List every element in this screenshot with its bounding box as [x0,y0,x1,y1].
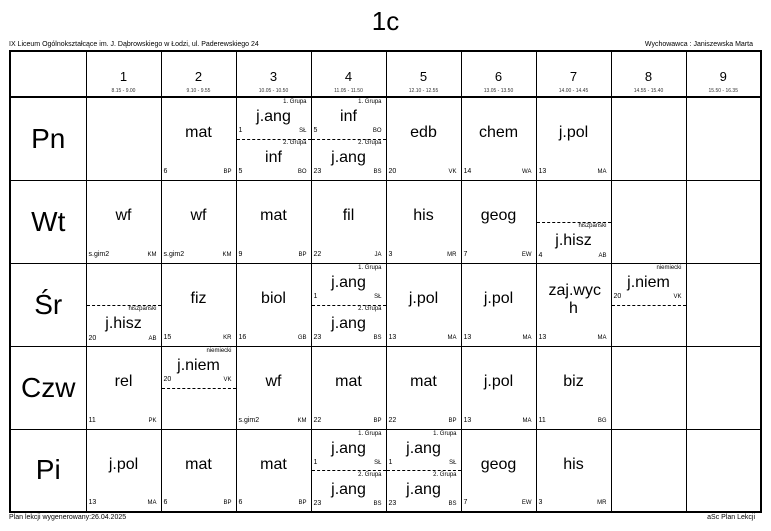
lesson-cell [686,346,761,429]
subject: zaj.wyc h [548,281,601,317]
lesson-cell [386,263,461,346]
subject: mat [260,455,287,473]
room-number: s.gim2 [238,416,260,424]
subject: j.pol [558,124,589,141]
lesson-cell [686,429,761,512]
lesson-cell [461,263,536,346]
teacher-code: BP [223,168,232,175]
day-name: Śr [10,263,86,346]
period-number: 7 [569,69,578,84]
app-credit: aSc Plan Lekcji [707,514,755,521]
room-number: 22 [388,416,397,424]
group-label: 1. Grupa [358,430,382,437]
room-number: 13 [538,333,547,341]
period-number: 1 [119,69,128,84]
room-number: 13 [463,333,472,341]
room-number: 13 [538,167,547,175]
room-number: s.gim2 [88,250,110,258]
room-number: 22 [313,416,322,424]
room-number: 22 [313,250,322,258]
lesson-cell [686,180,761,263]
subject: j.ang [406,439,441,457]
group-label: 2. Grupa [358,305,382,312]
teacher-code: MR [447,251,457,258]
period-time: 13.05 - 13.50 [483,88,514,94]
subject: j.niem [627,273,670,291]
subject: j.ang [331,439,366,457]
room-number: 11 [538,416,546,424]
period-time: 10.05 - 10.50 [258,88,289,94]
timetable [9,50,762,513]
subject: j.niem [177,356,220,374]
lesson-cell [461,97,536,180]
homeroom-teacher: Wychowawca : Janiszewska Marta [644,41,753,48]
lesson-cell [86,97,161,180]
room-number: 7 [463,499,468,506]
lesson-cell [536,346,611,429]
group-label: niemiecki [206,347,232,354]
teacher-code: SŁ [374,293,382,300]
teacher-code: WA [522,168,532,175]
room-number: 6 [163,499,168,506]
lesson-cell [611,346,686,429]
period-header [461,51,536,97]
period-time: 14.00 - 14.45 [558,88,589,94]
group-label: 2. Grupa [433,471,457,478]
lesson-cell [311,263,386,346]
teacher-code: BP [223,500,232,506]
period-number: 4 [344,69,353,84]
teacher-code: MR [597,500,607,506]
teacher-code: KM [222,251,232,258]
period-number: 9 [719,69,727,84]
class-title: 1c [371,6,400,36]
period-header [686,51,761,97]
teacher-code: BO [297,169,307,175]
group-label: hiszpański [578,222,607,229]
lesson-cell [161,180,236,263]
teacher-code: VK [448,168,457,175]
subject: fil [342,206,355,224]
lesson-cell [236,97,311,180]
teacher-code: GB [297,334,307,341]
teacher-code: BS [373,334,382,341]
room-number: 6 [163,167,168,175]
subject: his [563,455,584,473]
room-number: 20 [88,334,97,342]
teacher-code: VK [223,376,232,383]
lesson-cell [86,429,161,512]
subject: wf [265,372,282,390]
lesson-cell [536,180,611,263]
room-number: 1 [388,458,393,466]
teacher-code: AB [598,252,607,259]
lesson-cell [236,346,311,429]
room-number: 20 [163,375,172,383]
room-number: 7 [463,250,468,258]
period-number: 3 [269,69,278,84]
room-number: 13 [463,416,472,424]
subject: rel [114,372,133,390]
lesson-cell [236,429,311,512]
teacher-code: BG [597,417,607,424]
day-name: Pn [10,97,86,180]
room-number: 1 [313,292,318,300]
room-number: 23 [313,333,322,341]
period-time: 9.10 - 9.55 [186,88,211,94]
lesson-cell [611,180,686,263]
subject: geog [480,206,517,224]
group-label: niemiecki [656,264,682,271]
lesson-cell [686,263,761,346]
subject: edb [410,124,437,141]
subject: j.ang [331,149,366,166]
group-label: 1. Grupa [433,430,457,437]
period-header [236,51,311,97]
subject: mat [185,124,212,141]
room-number: 14 [463,167,472,175]
period-time: 12.10 - 12.55 [408,88,439,94]
lesson-cell [461,429,536,512]
period-time: 15.50 - 16.35 [708,88,738,94]
subject: wf [190,206,207,224]
teacher-code: BP [373,417,382,424]
room-number: 3 [538,499,543,506]
teacher-code: BS [373,500,382,507]
room-number: s.gim2 [163,250,185,258]
period-time: 8.15 - 9.00 [111,88,136,94]
teacher-code: MA [522,334,532,341]
lesson-cell [386,180,461,263]
period-number: 2 [194,69,203,84]
room-number: 3 [388,250,393,258]
period-time: 14.55 - 15.40 [633,88,664,94]
subject: j.pol [483,372,514,390]
room-number: 5 [238,168,243,175]
lesson-cell [611,263,686,346]
period-header [86,51,161,97]
lesson-cell [311,429,386,512]
teacher-code: BP [298,251,307,258]
lesson-cell [611,97,686,180]
lesson-cell [461,346,536,429]
subject: mat [335,372,362,390]
subject: j.hisz [555,231,592,249]
lesson-cell [236,180,311,263]
teacher-code: BS [373,169,382,175]
generated-date: Plan lekcji wygenerowany:26.04.2025 [9,514,127,521]
lesson-cell [311,97,386,180]
room-number: 1 [238,127,243,134]
room-number: 20 [388,167,397,175]
subject: mat [185,455,212,473]
lesson-cell [311,180,386,263]
lesson-cell [161,429,236,512]
teacher-code: EW [521,500,532,506]
subject: j.pol [483,289,514,307]
teacher-code: BS [448,500,457,507]
teacher-code: BP [298,500,307,506]
lesson-cell [86,346,161,429]
subject: mat [260,206,287,224]
subject: j.pol [408,289,439,307]
lesson-cell [86,263,161,346]
teacher-code: VK [673,293,682,300]
room-number: 4 [538,251,543,259]
teacher-code: KM [147,251,157,258]
group-label: 2. Grupa [283,140,307,146]
subject: j.ang [331,273,366,291]
subject: biz [563,372,584,390]
subject: wf [115,206,132,224]
group-label: 1. Grupa [358,264,382,271]
period-header [611,51,686,97]
subject: j.ang [406,480,441,498]
school-name: IX Liceum Ogólnokształcące im. J. Dąbrowskiego w Łodzi, ul. Paderewskiego 24 [9,41,259,48]
period-number: 6 [494,69,503,84]
teacher-code: PK [148,417,157,424]
lesson-cell [311,346,386,429]
teacher-code: KM [297,417,307,424]
room-number: 9 [238,250,243,258]
lesson-cell [161,346,236,429]
lesson-cell [386,97,461,180]
group-label: 1. Grupa [358,99,382,105]
subject: j.ang [331,314,366,332]
lesson-cell [386,346,461,429]
group-divider [162,388,236,389]
room-number: 6 [238,499,243,506]
group-label: 2. Grupa [358,471,382,478]
group-divider [612,305,686,306]
group-label: 2. Grupa [358,140,382,146]
period-time: 11.05 - 11.50 [334,88,363,94]
teacher-code: SŁ [449,459,457,466]
lesson-cell [86,180,161,263]
lesson-cell [611,429,686,512]
group-label: 1. Grupa [283,99,307,105]
room-number: 15 [163,333,172,341]
teacher-code: SŁ [374,459,382,466]
subject: chem [478,124,519,141]
lesson-cell [686,97,761,180]
subject: geog [480,455,517,473]
subject: inf [265,149,282,166]
day-name: Wt [10,180,86,263]
teacher-code: MA [522,417,532,424]
room-number: 11 [88,416,96,424]
subject: j.pol [108,455,139,473]
day-name: Pi [10,429,86,512]
subject: mat [410,372,437,390]
lesson-cell [161,97,236,180]
period-header [161,51,236,97]
room-number: 13 [88,499,97,506]
period-header [386,51,461,97]
teacher-code: JA [374,251,382,258]
teacher-code: MA [597,168,607,175]
subject: biol [261,289,286,307]
corner-cell [10,51,86,97]
subject: inf [340,108,357,125]
room-number: 5 [313,127,318,134]
teacher-code: BP [448,417,457,424]
lesson-cell [536,97,611,180]
lesson-cell [536,263,611,346]
day-name: Czw [10,346,86,429]
lesson-cell [161,263,236,346]
room-number: 23 [313,499,322,507]
room-number: 23 [388,499,397,507]
period-header [536,51,611,97]
lesson-cell [461,180,536,263]
lesson-cell [536,429,611,512]
lesson-cell [386,429,461,512]
subject: his [413,206,434,224]
period-number: 5 [419,69,428,84]
room-number: 16 [238,333,247,341]
teacher-code: MA [147,500,157,506]
lesson-cell [236,263,311,346]
subject: j.ang [256,108,291,125]
teacher-code: BO [372,128,382,134]
room-number: 1 [313,458,318,466]
teacher-code: KR [223,334,232,341]
room-number: 20 [613,292,622,300]
subject: fiz [190,289,207,307]
teacher-code: MA [597,334,607,341]
subject: j.hisz [105,314,142,332]
room-number: 13 [388,333,397,341]
teacher-code: MA [447,334,457,341]
group-label: hiszpański [128,305,157,312]
teacher-code: EW [521,251,532,258]
period-number: 8 [644,69,653,84]
room-number: 23 [313,168,322,175]
period-header [311,51,386,97]
teacher-code: SŁ [299,128,307,134]
subject: j.ang [331,480,366,498]
teacher-code: AB [148,335,157,342]
